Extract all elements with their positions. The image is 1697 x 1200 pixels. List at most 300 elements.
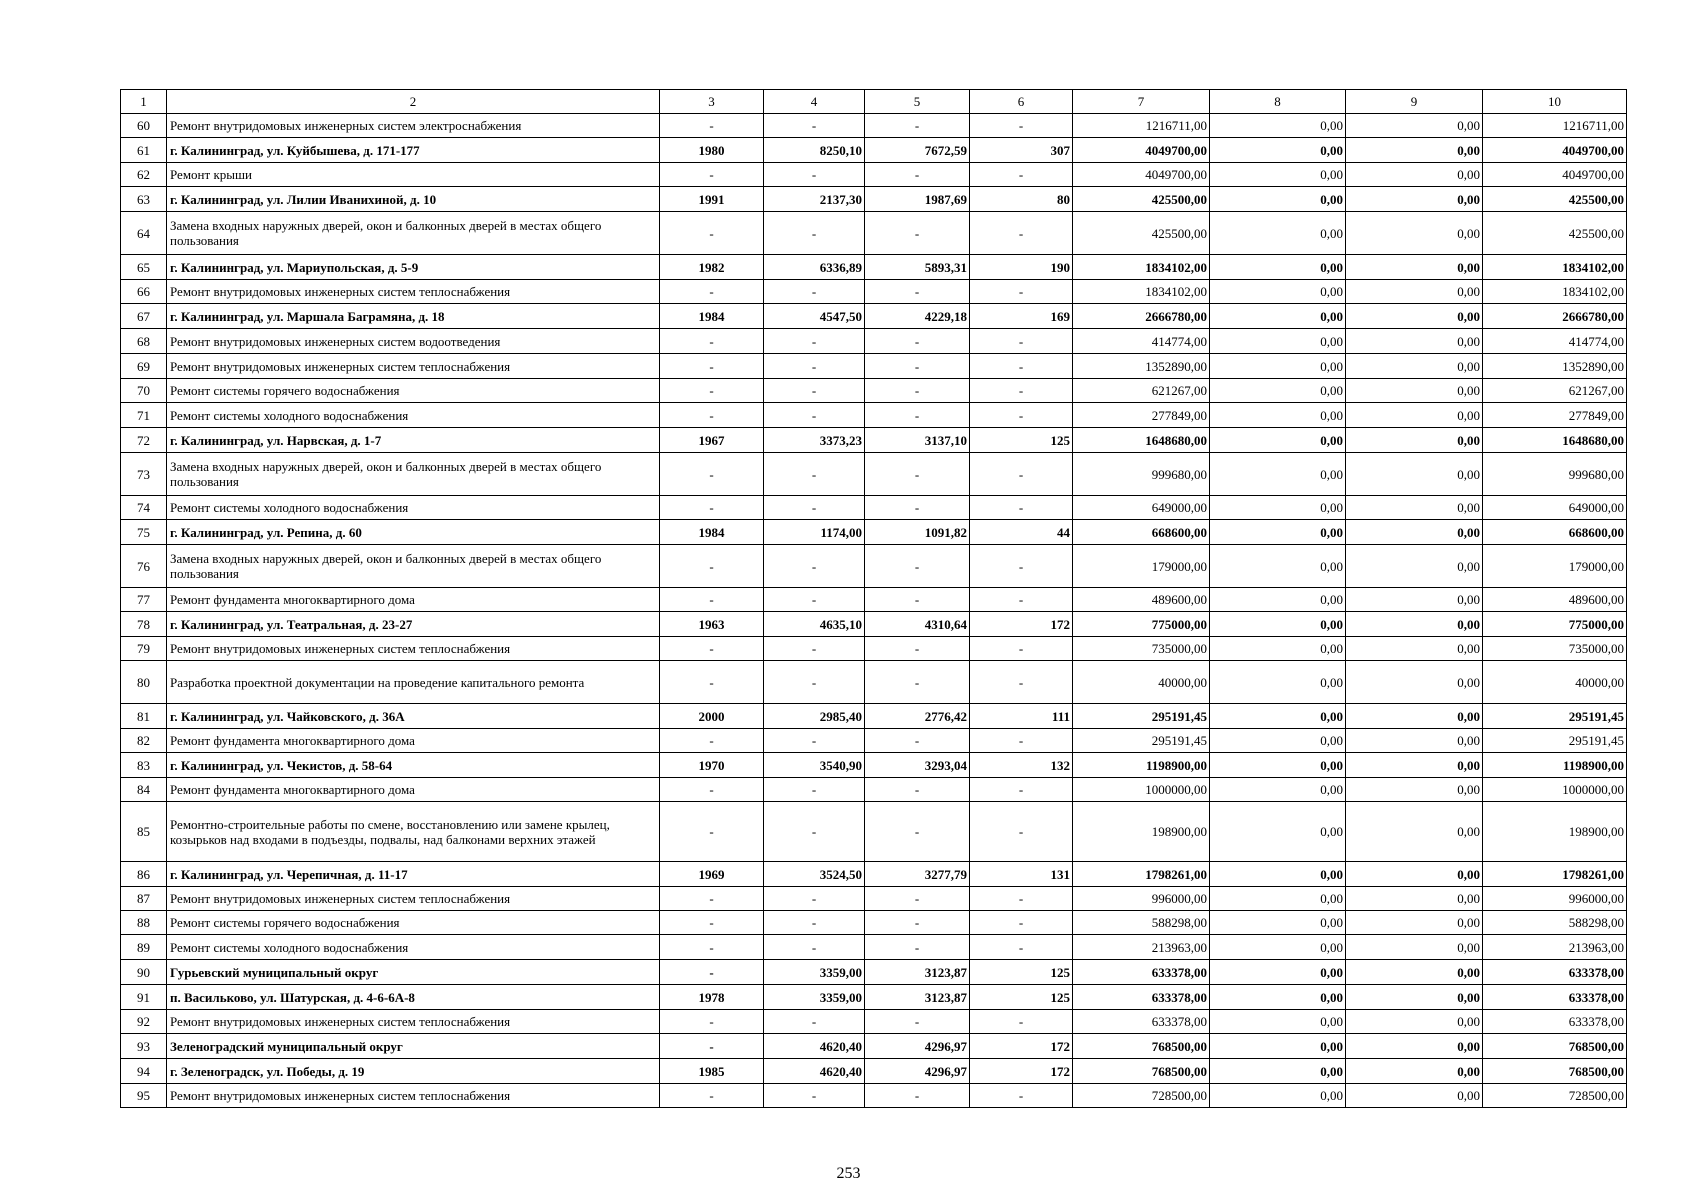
year-cell: - — [660, 280, 764, 304]
work-row — [121, 280, 1627, 304]
column-4-cell: - — [764, 354, 865, 379]
column-6-cell: 172 — [970, 1059, 1073, 1084]
column-6-cell: - — [970, 329, 1073, 354]
row-number-cell: 82 — [121, 729, 167, 753]
column-8-cell: 0,00 — [1210, 960, 1346, 985]
work-description-cell: г. Калининград, ул. Маршала Баграмяна, д. 18 — [167, 304, 660, 329]
work-description-cell: Ремонт внутридомовых инженерных систем теплоснабжения — [167, 354, 660, 379]
column-5-cell: - — [865, 1084, 970, 1108]
column-4-cell: - — [764, 778, 865, 802]
year-cell: - — [660, 960, 764, 985]
column-9-cell: 0,00 — [1346, 496, 1483, 520]
row-number-cell: 64 — [121, 212, 167, 255]
work-description-cell: г. Калининград, ул. Чайковского, д. 36А — [167, 704, 660, 729]
column-7-cell: 999680,00 — [1073, 453, 1210, 496]
column-5-cell: - — [865, 935, 970, 960]
column-9-cell: 0,00 — [1346, 753, 1483, 778]
work-description-cell: Разработка проектной документации на проведение капитального ремонта — [167, 661, 660, 704]
column-8-cell: 0,00 — [1210, 753, 1346, 778]
column-6-cell: 190 — [970, 255, 1073, 280]
column-5-cell: - — [865, 354, 970, 379]
row-number-cell: 78 — [121, 612, 167, 637]
year-cell: 2000 — [660, 704, 764, 729]
column-6-cell: - — [970, 212, 1073, 255]
column-8-cell: 0,00 — [1210, 985, 1346, 1010]
row-number-cell: 65 — [121, 255, 167, 280]
column-10-cell: 1834102,00 — [1483, 280, 1627, 304]
column-7-cell: 588298,00 — [1073, 911, 1210, 935]
column-8-cell: 0,00 — [1210, 520, 1346, 545]
column-8-cell: 0,00 — [1210, 802, 1346, 862]
year-cell: - — [660, 329, 764, 354]
column-7-cell: 295191,45 — [1073, 729, 1210, 753]
year-cell: - — [660, 354, 764, 379]
column-8-cell: 0,00 — [1210, 304, 1346, 329]
column-10-cell: 633378,00 — [1483, 985, 1627, 1010]
column-8-cell: 0,00 — [1210, 862, 1346, 887]
column-header: 2 — [167, 90, 660, 114]
column-9-cell: 0,00 — [1346, 802, 1483, 862]
year-cell: 1980 — [660, 138, 764, 163]
year-cell: 1991 — [660, 187, 764, 212]
work-description-cell: г. Калининград, ул. Репина, д. 60 — [167, 520, 660, 545]
work-row — [121, 545, 1627, 588]
work-row — [121, 661, 1627, 704]
row-number-cell: 61 — [121, 138, 167, 163]
column-5-cell: 4296,97 — [865, 1034, 970, 1059]
column-10-cell: 633378,00 — [1483, 1010, 1627, 1034]
column-8-cell: 0,00 — [1210, 661, 1346, 704]
column-5-cell: 7672,59 — [865, 138, 970, 163]
year-cell: - — [660, 403, 764, 428]
row-number-cell: 80 — [121, 661, 167, 704]
row-number-cell: 60 — [121, 114, 167, 138]
year-cell: - — [660, 453, 764, 496]
work-row — [121, 163, 1627, 187]
column-6-cell: - — [970, 453, 1073, 496]
column-10-cell: 1000000,00 — [1483, 778, 1627, 802]
column-8-cell: 0,00 — [1210, 1059, 1346, 1084]
column-8-cell: 0,00 — [1210, 911, 1346, 935]
column-4-cell: 4635,10 — [764, 612, 865, 637]
column-4-cell: - — [764, 911, 865, 935]
work-description-cell: Ремонт внутридомовых инженерных систем теплоснабжения — [167, 887, 660, 911]
row-number-cell: 88 — [121, 911, 167, 935]
column-4-cell: - — [764, 114, 865, 138]
column-7-cell: 633378,00 — [1073, 1010, 1210, 1034]
column-5-cell: 3277,79 — [865, 862, 970, 887]
column-4-cell: - — [764, 545, 865, 588]
work-description-cell: Ремонт системы холодного водоснабжения — [167, 496, 660, 520]
column-7-cell: 179000,00 — [1073, 545, 1210, 588]
column-10-cell: 277849,00 — [1483, 403, 1627, 428]
column-10-cell: 728500,00 — [1483, 1084, 1627, 1108]
column-10-cell: 489600,00 — [1483, 588, 1627, 612]
work-row — [121, 729, 1627, 753]
column-10-cell: 668600,00 — [1483, 520, 1627, 545]
column-header: 8 — [1210, 90, 1346, 114]
column-10-cell: 1198900,00 — [1483, 753, 1627, 778]
column-4-cell: 8250,10 — [764, 138, 865, 163]
row-number-cell: 63 — [121, 187, 167, 212]
column-9-cell: 0,00 — [1346, 704, 1483, 729]
column-6-cell: 44 — [970, 520, 1073, 545]
work-row — [121, 403, 1627, 428]
column-10-cell: 1798261,00 — [1483, 862, 1627, 887]
row-number-cell: 67 — [121, 304, 167, 329]
year-cell: 1969 — [660, 862, 764, 887]
year-cell: - — [660, 661, 764, 704]
row-number-cell: 69 — [121, 354, 167, 379]
column-7-cell: 1216711,00 — [1073, 114, 1210, 138]
column-6-cell: 172 — [970, 1034, 1073, 1059]
row-number-cell: 68 — [121, 329, 167, 354]
column-5-cell: - — [865, 379, 970, 403]
column-4-cell: - — [764, 403, 865, 428]
column-7-cell: 40000,00 — [1073, 661, 1210, 704]
column-7-cell: 775000,00 — [1073, 612, 1210, 637]
column-4-cell: - — [764, 496, 865, 520]
address-row — [121, 428, 1627, 453]
column-9-cell: 0,00 — [1346, 985, 1483, 1010]
row-number-cell: 77 — [121, 588, 167, 612]
address-row — [121, 255, 1627, 280]
column-10-cell: 996000,00 — [1483, 887, 1627, 911]
column-9-cell: 0,00 — [1346, 187, 1483, 212]
work-row — [121, 114, 1627, 138]
column-6-cell: - — [970, 588, 1073, 612]
column-6-cell: 132 — [970, 753, 1073, 778]
column-6-cell: - — [970, 280, 1073, 304]
column-header: 10 — [1483, 90, 1627, 114]
column-8-cell: 0,00 — [1210, 280, 1346, 304]
column-5-cell: - — [865, 911, 970, 935]
column-9-cell: 0,00 — [1346, 612, 1483, 637]
year-cell: - — [660, 1010, 764, 1034]
work-description-cell: Ремонт фундамента многоквартирного дома — [167, 778, 660, 802]
address-row — [121, 1034, 1627, 1059]
address-row — [121, 960, 1627, 985]
column-8-cell: 0,00 — [1210, 163, 1346, 187]
column-10-cell: 295191,45 — [1483, 729, 1627, 753]
column-4-cell: 4547,50 — [764, 304, 865, 329]
column-7-cell: 668600,00 — [1073, 520, 1210, 545]
work-row — [121, 887, 1627, 911]
column-7-cell: 425500,00 — [1073, 212, 1210, 255]
column-5-cell: 3137,10 — [865, 428, 970, 453]
row-number-cell: 87 — [121, 887, 167, 911]
address-row — [121, 985, 1627, 1010]
column-4-cell: - — [764, 163, 865, 187]
work-row — [121, 354, 1627, 379]
column-5-cell: - — [865, 496, 970, 520]
year-cell: - — [660, 802, 764, 862]
work-description-cell: г. Калининград, ул. Куйбышева, д. 171-177 — [167, 138, 660, 163]
column-4-cell: - — [764, 280, 865, 304]
column-6-cell: - — [970, 114, 1073, 138]
work-row — [121, 1084, 1627, 1108]
column-8-cell: 0,00 — [1210, 428, 1346, 453]
year-cell: 1978 — [660, 985, 764, 1010]
table-body — [121, 90, 1627, 1108]
column-6-cell: - — [970, 545, 1073, 588]
work-description-cell: Замена входных наружных дверей, окон и балконных дверей в местах общего пользования — [167, 453, 660, 496]
column-9-cell: 0,00 — [1346, 329, 1483, 354]
column-6-cell: - — [970, 1084, 1073, 1108]
column-5-cell: 1091,82 — [865, 520, 970, 545]
work-description-cell: Ремонтно-строительные работы по смене, восстановлению или замене крылец, козырьков над входами в подъезды, подвалы, над балконами верхних этажей — [167, 802, 660, 862]
column-4-cell: - — [764, 329, 865, 354]
column-header: 5 — [865, 90, 970, 114]
row-number-cell: 74 — [121, 496, 167, 520]
column-4-cell: 1174,00 — [764, 520, 865, 545]
column-7-cell: 1352890,00 — [1073, 354, 1210, 379]
column-6-cell: 125 — [970, 960, 1073, 985]
column-7-cell: 1000000,00 — [1073, 778, 1210, 802]
column-5-cell: 4310,64 — [865, 612, 970, 637]
column-9-cell: 0,00 — [1346, 935, 1483, 960]
column-9-cell: 0,00 — [1346, 1059, 1483, 1084]
column-7-cell: 649000,00 — [1073, 496, 1210, 520]
column-8-cell: 0,00 — [1210, 403, 1346, 428]
column-4-cell: - — [764, 588, 865, 612]
address-row — [121, 187, 1627, 212]
work-row — [121, 802, 1627, 862]
column-4-cell: 2137,30 — [764, 187, 865, 212]
row-number-cell: 66 — [121, 280, 167, 304]
row-number-cell: 70 — [121, 379, 167, 403]
year-cell: - — [660, 1084, 764, 1108]
year-cell: - — [660, 778, 764, 802]
row-number-cell: 83 — [121, 753, 167, 778]
column-5-cell: - — [865, 329, 970, 354]
work-row — [121, 212, 1627, 255]
year-cell: - — [660, 729, 764, 753]
row-number-cell: 71 — [121, 403, 167, 428]
work-row — [121, 453, 1627, 496]
column-9-cell: 0,00 — [1346, 114, 1483, 138]
column-5-cell: - — [865, 802, 970, 862]
column-8-cell: 0,00 — [1210, 212, 1346, 255]
address-row — [121, 520, 1627, 545]
work-description-cell: Ремонт внутридомовых инженерных систем теплоснабжения — [167, 1084, 660, 1108]
column-10-cell: 999680,00 — [1483, 453, 1627, 496]
column-10-cell: 414774,00 — [1483, 329, 1627, 354]
column-7-cell: 277849,00 — [1073, 403, 1210, 428]
column-header: 7 — [1073, 90, 1210, 114]
column-8-cell: 0,00 — [1210, 1034, 1346, 1059]
column-8-cell: 0,00 — [1210, 1010, 1346, 1034]
column-9-cell: 0,00 — [1346, 729, 1483, 753]
column-10-cell: 768500,00 — [1483, 1034, 1627, 1059]
column-9-cell: 0,00 — [1346, 403, 1483, 428]
address-row — [121, 1059, 1627, 1084]
year-cell: - — [660, 887, 764, 911]
year-cell: 1985 — [660, 1059, 764, 1084]
work-row — [121, 637, 1627, 661]
column-6-cell: - — [970, 403, 1073, 428]
column-9-cell: 0,00 — [1346, 280, 1483, 304]
column-7-cell: 1648680,00 — [1073, 428, 1210, 453]
work-description-cell: г. Калининград, ул. Нарвская, д. 1-7 — [167, 428, 660, 453]
column-9-cell: 0,00 — [1346, 520, 1483, 545]
work-description-cell: Ремонт внутридомовых инженерных систем водоотведения — [167, 329, 660, 354]
address-row — [121, 862, 1627, 887]
repair-program-table — [120, 89, 1627, 1108]
column-5-cell: 4229,18 — [865, 304, 970, 329]
column-8-cell: 0,00 — [1210, 612, 1346, 637]
column-9-cell: 0,00 — [1346, 545, 1483, 588]
column-6-cell: - — [970, 1010, 1073, 1034]
column-10-cell: 1834102,00 — [1483, 255, 1627, 280]
column-8-cell: 0,00 — [1210, 545, 1346, 588]
column-7-cell: 295191,45 — [1073, 704, 1210, 729]
column-10-cell: 2666780,00 — [1483, 304, 1627, 329]
column-10-cell: 633378,00 — [1483, 960, 1627, 985]
column-number-header-row — [121, 90, 1627, 114]
work-description-cell: Ремонт системы холодного водоснабжения — [167, 403, 660, 428]
column-10-cell: 198900,00 — [1483, 802, 1627, 862]
column-8-cell: 0,00 — [1210, 1084, 1346, 1108]
column-7-cell: 198900,00 — [1073, 802, 1210, 862]
column-6-cell: 80 — [970, 187, 1073, 212]
column-5-cell: - — [865, 637, 970, 661]
column-7-cell: 213963,00 — [1073, 935, 1210, 960]
address-row — [121, 704, 1627, 729]
column-5-cell: 3293,04 — [865, 753, 970, 778]
column-4-cell: - — [764, 453, 865, 496]
work-row — [121, 588, 1627, 612]
year-cell: - — [660, 212, 764, 255]
column-6-cell: 169 — [970, 304, 1073, 329]
work-description-cell: г. Калининград, ул. Театральная, д. 23-27 — [167, 612, 660, 637]
work-description-cell: Гурьевский муниципальный округ — [167, 960, 660, 985]
row-number-cell: 73 — [121, 453, 167, 496]
column-6-cell: 125 — [970, 985, 1073, 1010]
column-9-cell: 0,00 — [1346, 1084, 1483, 1108]
column-10-cell: 775000,00 — [1483, 612, 1627, 637]
column-5-cell: - — [865, 403, 970, 428]
column-8-cell: 0,00 — [1210, 255, 1346, 280]
work-row — [121, 935, 1627, 960]
column-4-cell: 4620,40 — [764, 1034, 865, 1059]
column-7-cell: 1834102,00 — [1073, 280, 1210, 304]
column-7-cell: 425500,00 — [1073, 187, 1210, 212]
column-7-cell: 2666780,00 — [1073, 304, 1210, 329]
work-description-cell: г. Калининград, ул. Чекистов, д. 58-64 — [167, 753, 660, 778]
column-7-cell: 633378,00 — [1073, 960, 1210, 985]
column-10-cell: 1648680,00 — [1483, 428, 1627, 453]
work-description-cell: Ремонт системы холодного водоснабжения — [167, 935, 660, 960]
row-number-cell: 92 — [121, 1010, 167, 1034]
column-9-cell: 0,00 — [1346, 960, 1483, 985]
column-header: 6 — [970, 90, 1073, 114]
row-number-cell: 91 — [121, 985, 167, 1010]
column-10-cell: 1216711,00 — [1483, 114, 1627, 138]
year-cell: 1982 — [660, 255, 764, 280]
work-row — [121, 379, 1627, 403]
column-4-cell: - — [764, 729, 865, 753]
column-8-cell: 0,00 — [1210, 588, 1346, 612]
page-number: 253 — [836, 1165, 861, 1182]
column-6-cell: - — [970, 911, 1073, 935]
year-cell: - — [660, 588, 764, 612]
column-8-cell: 0,00 — [1210, 379, 1346, 403]
column-6-cell: 111 — [970, 704, 1073, 729]
work-description-cell: Ремонт внутридомовых инженерных систем электроснабжения — [167, 114, 660, 138]
column-6-cell: - — [970, 379, 1073, 403]
year-cell: 1963 — [660, 612, 764, 637]
column-4-cell: - — [764, 802, 865, 862]
work-row — [121, 329, 1627, 354]
work-row — [121, 496, 1627, 520]
column-9-cell: 0,00 — [1346, 379, 1483, 403]
column-6-cell: - — [970, 496, 1073, 520]
column-4-cell: - — [764, 887, 865, 911]
column-10-cell: 649000,00 — [1483, 496, 1627, 520]
column-4-cell: 3359,00 — [764, 985, 865, 1010]
year-cell: - — [660, 163, 764, 187]
column-8-cell: 0,00 — [1210, 329, 1346, 354]
column-5-cell: - — [865, 729, 970, 753]
column-8-cell: 0,00 — [1210, 637, 1346, 661]
column-4-cell: 3373,23 — [764, 428, 865, 453]
column-8-cell: 0,00 — [1210, 114, 1346, 138]
work-description-cell: г. Калининград, ул. Лилии Иванихиной, д. 10 — [167, 187, 660, 212]
column-9-cell: 0,00 — [1346, 887, 1483, 911]
column-4-cell: - — [764, 1084, 865, 1108]
column-5-cell: - — [865, 163, 970, 187]
column-7-cell: 1798261,00 — [1073, 862, 1210, 887]
work-description-cell: г. Зеленоградск, ул. Победы, д. 19 — [167, 1059, 660, 1084]
column-4-cell: 4620,40 — [764, 1059, 865, 1084]
column-4-cell: 3359,00 — [764, 960, 865, 985]
column-header: 1 — [121, 90, 167, 114]
column-7-cell: 996000,00 — [1073, 887, 1210, 911]
column-7-cell: 768500,00 — [1073, 1059, 1210, 1084]
column-8-cell: 0,00 — [1210, 729, 1346, 753]
row-number-cell: 75 — [121, 520, 167, 545]
column-4-cell: - — [764, 661, 865, 704]
work-description-cell: Замена входных наружных дверей, окон и балконных дверей в местах общего пользования — [167, 212, 660, 255]
column-5-cell: 3123,87 — [865, 960, 970, 985]
column-5-cell: - — [865, 1010, 970, 1034]
year-cell: - — [660, 379, 764, 403]
column-5-cell: 1987,69 — [865, 187, 970, 212]
column-10-cell: 425500,00 — [1483, 187, 1627, 212]
column-header: 4 — [764, 90, 865, 114]
year-cell: - — [660, 911, 764, 935]
work-description-cell: Ремонт внутридомовых инженерных систем теплоснабжения — [167, 637, 660, 661]
column-10-cell: 621267,00 — [1483, 379, 1627, 403]
column-5-cell: - — [865, 545, 970, 588]
column-8-cell: 0,00 — [1210, 453, 1346, 496]
column-10-cell: 179000,00 — [1483, 545, 1627, 588]
column-8-cell: 0,00 — [1210, 187, 1346, 212]
work-row — [121, 1010, 1627, 1034]
column-7-cell: 735000,00 — [1073, 637, 1210, 661]
column-4-cell: 2985,40 — [764, 704, 865, 729]
row-number-cell: 62 — [121, 163, 167, 187]
year-cell: 1984 — [660, 520, 764, 545]
column-7-cell: 4049700,00 — [1073, 163, 1210, 187]
row-number-cell: 85 — [121, 802, 167, 862]
year-cell: 1970 — [660, 753, 764, 778]
column-10-cell: 588298,00 — [1483, 911, 1627, 935]
work-description-cell: Зеленоградский муниципальный округ — [167, 1034, 660, 1059]
column-5-cell: - — [865, 114, 970, 138]
column-7-cell: 768500,00 — [1073, 1034, 1210, 1059]
